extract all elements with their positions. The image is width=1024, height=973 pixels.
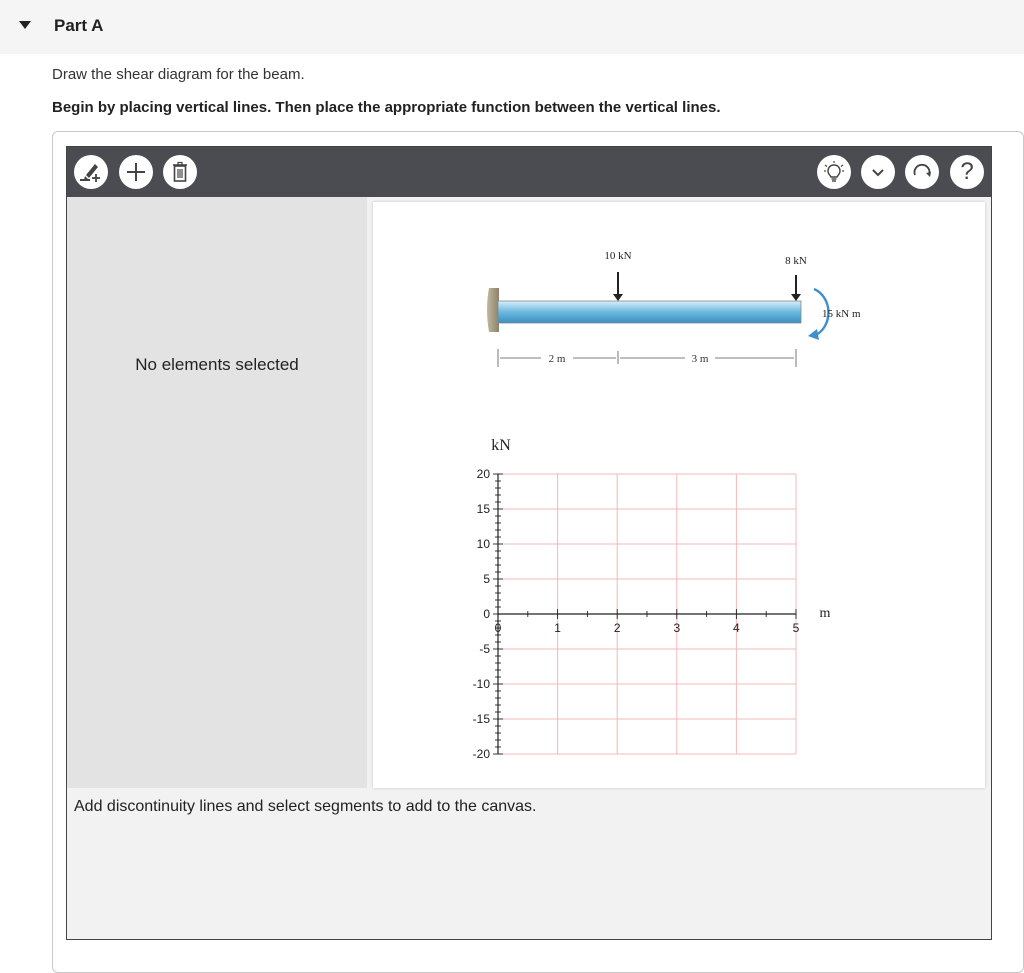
- fixed-support-wall: [487, 288, 499, 332]
- y-tick-label: -20: [472, 747, 490, 761]
- y-tick-label: 10: [476, 537, 490, 551]
- drawing-canvas[interactable]: [373, 202, 985, 788]
- y-tick-label: -10: [472, 677, 490, 691]
- load-8kn-label: 8 kN: [785, 255, 807, 267]
- reset-button[interactable]: [905, 155, 939, 189]
- x-tick-label: 4: [733, 621, 740, 635]
- beam-figure: [487, 250, 861, 367]
- instruction-bold-text: Begin by placing vertical lines. Then place the appropriate function between the vertical lines.: [52, 99, 721, 116]
- load-10kn-arrowhead: [613, 294, 623, 301]
- delete-button[interactable]: [163, 155, 197, 189]
- drawing-tool-panel: [66, 146, 992, 940]
- dim-3m-label: 3 m: [691, 353, 709, 365]
- y-tick-label: 5: [483, 572, 490, 586]
- x-tick-label: 3: [673, 621, 681, 635]
- dim-2m-label: 2 m: [548, 353, 566, 365]
- shear-chart[interactable]: [473, 437, 831, 761]
- chevron-down-icon: [868, 162, 888, 182]
- y-tick-label: 15: [476, 502, 490, 516]
- trash-icon: [169, 160, 191, 184]
- x-tick-label: 1: [554, 621, 561, 635]
- pencil-plus-icon: [78, 160, 104, 184]
- y-tick-label: -15: [472, 712, 490, 726]
- y-axis-label: kN: [491, 437, 511, 454]
- load-10kn-label: 10 kN: [604, 250, 632, 262]
- hint-button[interactable]: [817, 155, 851, 189]
- footer-status: Add discontinuity lines and select segments to add to the canvas.: [74, 798, 537, 815]
- beam: [498, 301, 801, 323]
- selection-status: No elements selected: [135, 355, 299, 374]
- canvas-svg: [373, 202, 985, 788]
- instruction-text: Draw the shear diagram for the beam.: [52, 66, 305, 83]
- y-tick-label: -5: [479, 642, 490, 656]
- selection-sidebar: [67, 197, 367, 788]
- reset-arrow-icon: [910, 160, 934, 184]
- dropdown-button[interactable]: [861, 155, 895, 189]
- x-tick-label: 5: [792, 621, 800, 635]
- y-tick-label: 0: [483, 607, 490, 621]
- lightbulb-icon: [821, 159, 847, 185]
- collapse-triangle-icon[interactable]: [19, 21, 31, 29]
- part-title: Part A: [54, 16, 104, 35]
- discontinuity-line-button[interactable]: [74, 155, 108, 189]
- help-button[interactable]: [950, 155, 984, 189]
- plus-icon: [124, 160, 148, 184]
- help-question-icon: ?: [960, 158, 974, 185]
- part-header[interactable]: [0, 0, 1024, 54]
- x-tick-label: 2: [613, 621, 621, 635]
- load-8kn-arrowhead: [791, 294, 801, 301]
- add-segment-button[interactable]: [119, 155, 153, 189]
- x-axis-label: m: [819, 606, 831, 621]
- y-tick-label: 20: [476, 467, 490, 481]
- moment-arrowhead: [808, 329, 819, 340]
- toolbar: [67, 147, 991, 197]
- x-tick-label: 0: [494, 621, 502, 635]
- moment-label: 15 kN m: [822, 308, 861, 320]
